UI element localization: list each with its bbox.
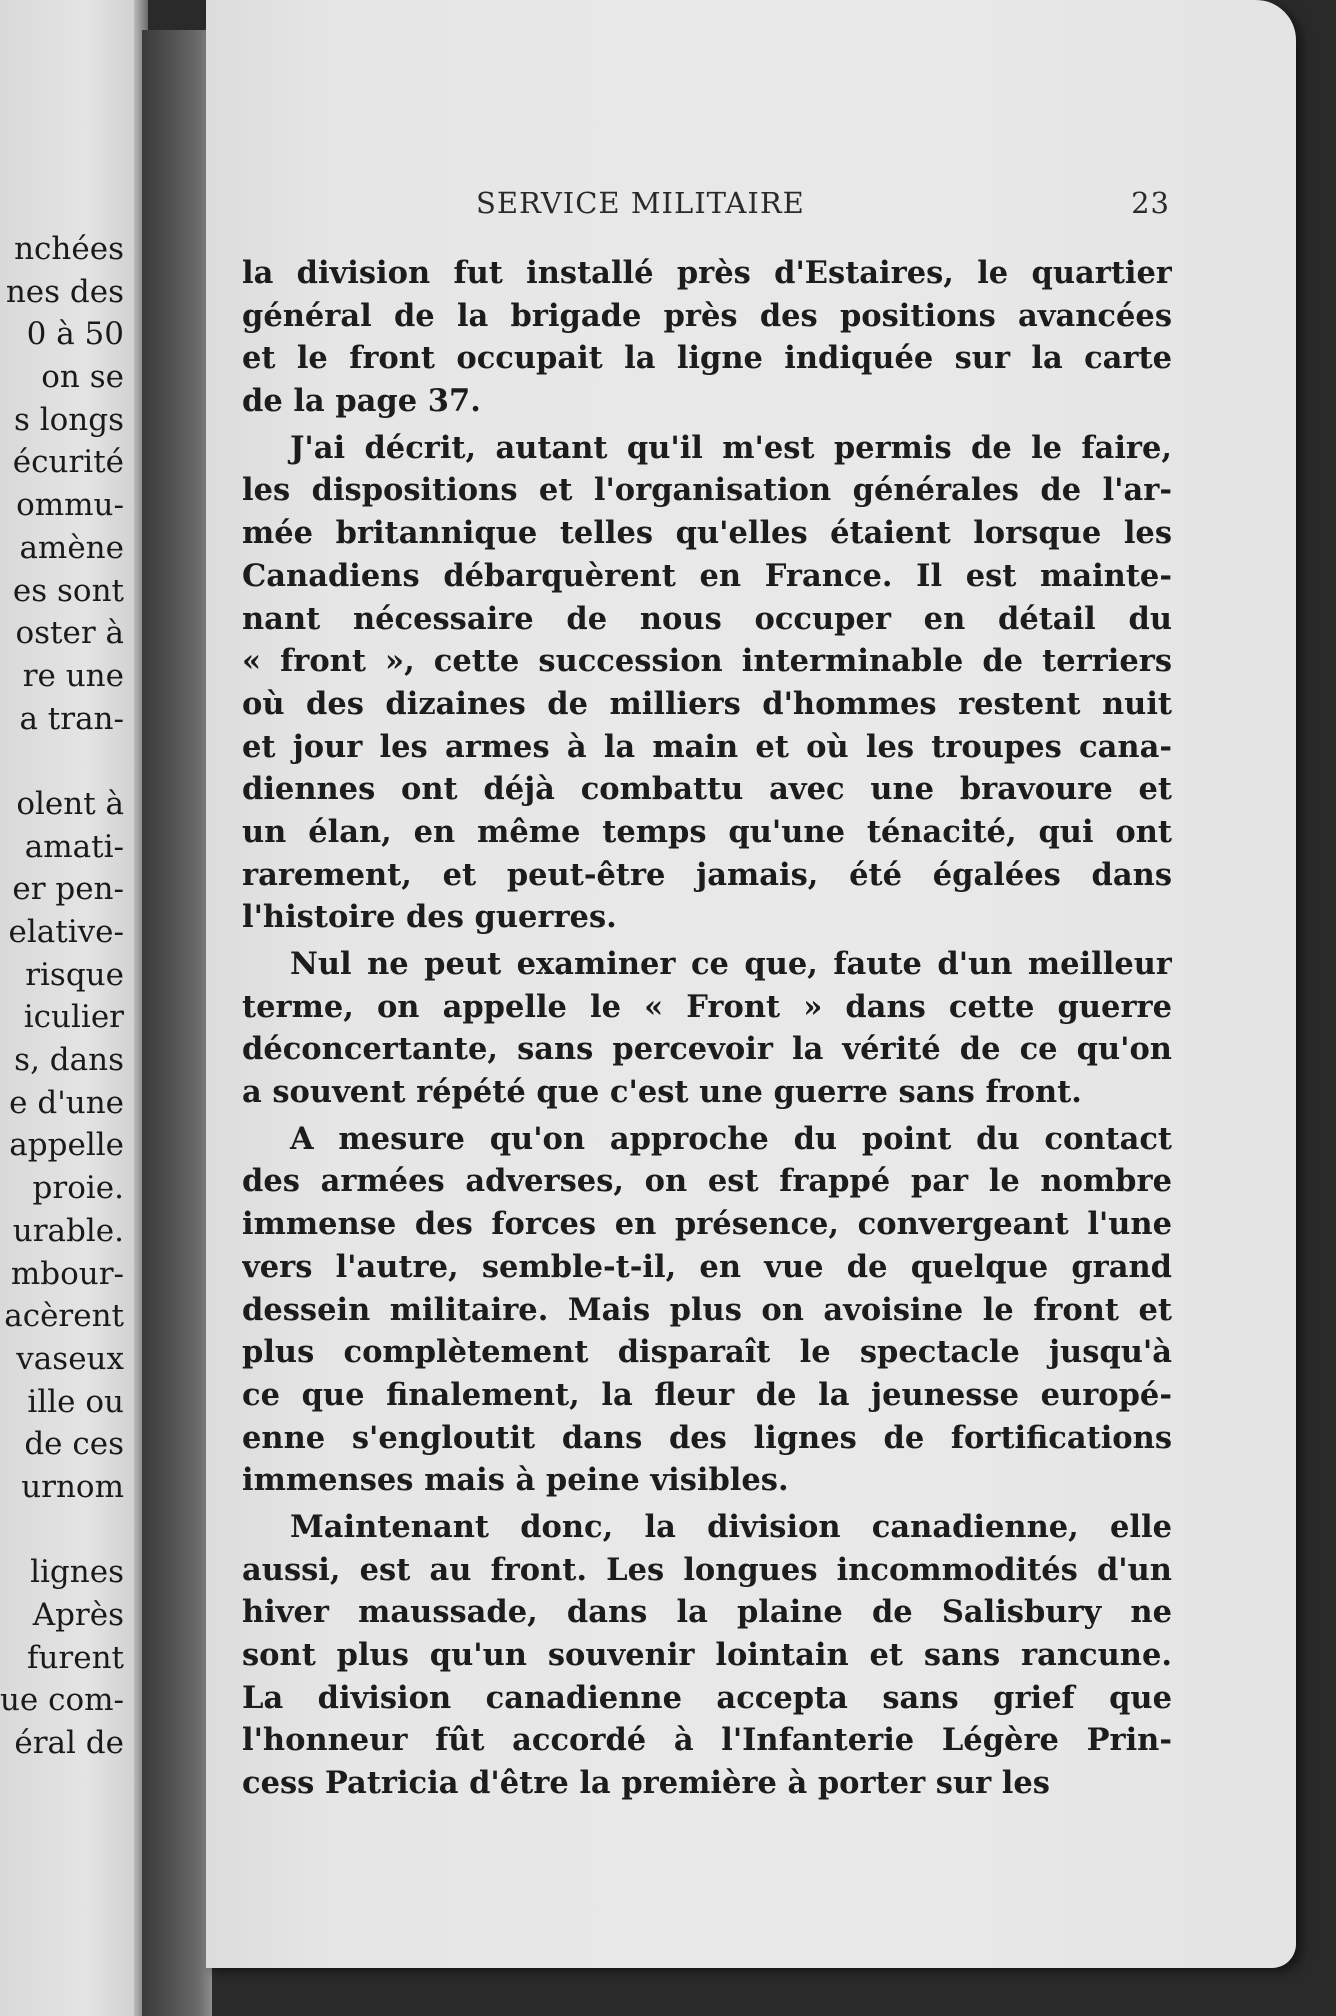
- text-line: sont plus qu'un souvenir lointain et sans rancune.: [242, 1637, 1172, 1673]
- facing-page-line: éral de: [14, 1725, 124, 1762]
- facing-page-line: on se: [41, 359, 124, 396]
- facing-page-line: elative-: [8, 914, 124, 950]
- text-line: enne s'engloutit dans des lignes de fortifications: [242, 1419, 1172, 1456]
- facing-page-line: es sont: [12, 572, 124, 609]
- text-line: rarement, et peut-être jamais, été égalées dans: [242, 856, 1172, 893]
- text-line: Maintenant donc, la division canadienne, elle: [290, 1508, 1172, 1545]
- text-line: Canadiens débarquèrent en France. Il est mainte-: [242, 557, 1172, 594]
- text-line: aussi, est au front. Les longues incommodités d'un: [242, 1551, 1172, 1588]
- facing-page-line: risque: [25, 956, 124, 993]
- text-line: La division canadienne accepta sans grief que: [242, 1679, 1172, 1716]
- text-line: terme, on appelle le « Front » dans cette guerre: [242, 988, 1172, 1025]
- text-line: nant nécessaire de nous occuper en détail du: [242, 600, 1172, 637]
- facing-page-line: ille ou: [27, 1383, 124, 1420]
- facing-page-line: urnom: [21, 1468, 124, 1505]
- facing-page-line: lignes: [30, 1554, 124, 1591]
- text-line: dessein militaire. Mais plus on avoisine le front et: [242, 1291, 1172, 1328]
- text-line: Nul ne peut examiner ce que, faute d'un meilleur: [290, 946, 1172, 982]
- paragraph: [242, 1118, 1172, 1502]
- facing-page-line: a tran-: [19, 700, 124, 737]
- book-gutter: [142, 30, 212, 2016]
- text-line: un élan, en même temps qu'une ténacité, qui ont: [242, 813, 1172, 850]
- facing-page-line: e d'une: [9, 1084, 124, 1121]
- facing-page-line: urable.: [12, 1212, 124, 1249]
- paragraph: [242, 1506, 1172, 1805]
- text-line: « front », cette succession interminable de terriers: [242, 643, 1172, 680]
- facing-page-line: acèrent: [4, 1298, 124, 1335]
- text-line: A mesure qu'on approche du point du contact: [290, 1120, 1172, 1157]
- facing-page-line: nchées: [14, 231, 124, 267]
- facing-page-line: s longs: [13, 401, 124, 438]
- facing-page-line: de ces: [24, 1426, 124, 1463]
- text-line: l'honneur fût accordé à l'Infanterie Légère Prin-: [242, 1722, 1172, 1759]
- text-line: où des dizaines de milliers d'hommes restent nuit: [242, 685, 1172, 722]
- text-line: et le front occupait la ligne indiquée sur la carte: [242, 340, 1172, 377]
- facing-page-line: oster à: [15, 615, 124, 652]
- facing-page-line: vaseux: [16, 1340, 124, 1377]
- text-line: général de la brigade près des positions avancées: [242, 297, 1172, 334]
- facing-page-line: nes des: [5, 273, 124, 310]
- facing-page-line: iculier: [23, 999, 124, 1036]
- facing-page-line: s, dans: [14, 1042, 124, 1079]
- text-line: plus complètement disparaît le spectacle jusqu'à: [242, 1334, 1172, 1371]
- facing-page-line: 0 à 50: [26, 316, 124, 353]
- paragraph: [242, 252, 1172, 423]
- facing-page-line: Après: [32, 1597, 124, 1633]
- facing-page-line: appelle: [9, 1127, 124, 1164]
- text-line: la division fut installé près d'Estaires, le quartier: [242, 255, 1172, 291]
- text-line: J'ai décrit, autant qu'il m'est permis de le faire,: [290, 429, 1172, 466]
- paragraph: [242, 943, 1172, 1114]
- page-header: [270, 186, 1170, 230]
- facing-page-line: [0, 1509, 124, 1552]
- page-number: 23: [1131, 186, 1170, 220]
- facing-page-line: [0, 740, 124, 783]
- text-line: immense des forces en présence, convergeant l'une: [242, 1206, 1172, 1243]
- facing-page-line: amati-: [24, 828, 124, 865]
- facing-page: [0, 0, 142, 2016]
- body-text: [242, 252, 1172, 1805]
- text-line: diennes ont déjà combattu avec une bravoure et: [242, 771, 1172, 808]
- facing-page-text: [0, 228, 124, 1765]
- text-line: déconcertante, sans percevoir la vérité de ce qu'on: [242, 1031, 1172, 1068]
- text-line: des armées adverses, on est frappé par le nombre: [242, 1163, 1172, 1200]
- facing-page-line: er pen-: [12, 871, 124, 908]
- facing-page-line: olent à: [16, 785, 124, 822]
- facing-page-line: proie.: [32, 1170, 124, 1207]
- text-line: hiver maussade, dans la plaine de Salisbury ne: [242, 1594, 1172, 1631]
- text-line: les dispositions et l'organisation générales de l'ar-: [242, 472, 1172, 509]
- text-line: mée britannique telles qu'elles étaient lorsque les: [242, 515, 1172, 552]
- text-line: l'histoire des guerres.: [242, 899, 617, 936]
- running-title: SERVICE MILITAIRE: [476, 186, 805, 220]
- text-line: immenses mais à peine visibles.: [242, 1462, 789, 1499]
- paragraph: [242, 427, 1172, 939]
- text-line: de la page 37.: [242, 383, 481, 420]
- facing-page-line: ommu-: [16, 487, 124, 524]
- facing-page-line: amène: [19, 529, 124, 566]
- facing-page-line: furent: [26, 1639, 124, 1676]
- text-line: cess Patricia d'être la première à porter sur les: [242, 1765, 1050, 1802]
- facing-page-line: ue com-: [0, 1682, 124, 1719]
- text-line: ce que finalement, la fleur de la jeunesse europé-: [242, 1376, 1172, 1413]
- text-line: et jour les armes à la main et où les troupes cana-: [242, 728, 1172, 765]
- facing-page-line: écurité: [12, 444, 124, 481]
- text-line: vers l'autre, semble-t-il, en vue de quelque grand: [242, 1248, 1172, 1285]
- text-line: a souvent répété que c'est une guerre sans front.: [242, 1074, 1082, 1111]
- facing-page-line: mbour-: [10, 1255, 124, 1292]
- facing-page-line: re une: [22, 657, 124, 694]
